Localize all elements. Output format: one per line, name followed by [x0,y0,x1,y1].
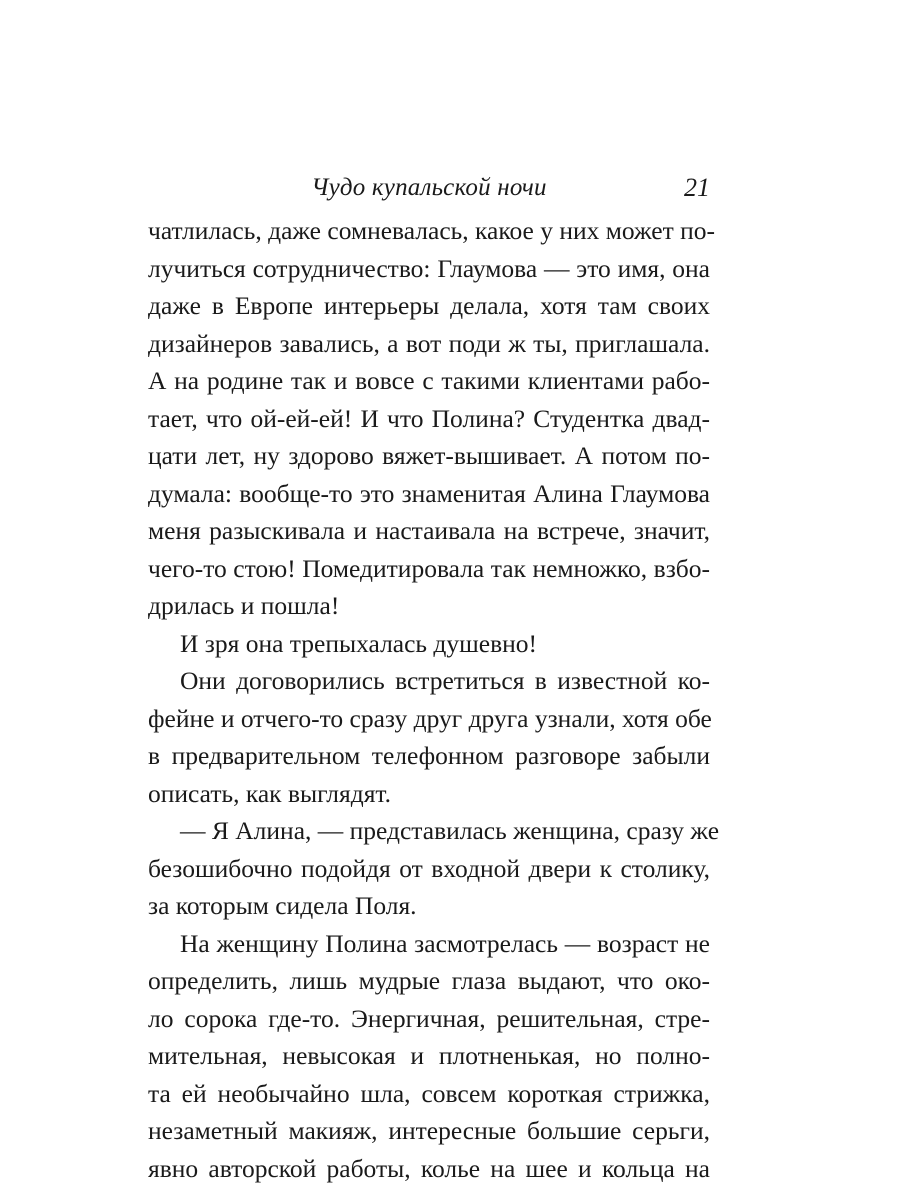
running-title: Чудо купальской ночи [311,174,547,201]
text-line: безошибочно подойдя от входной двери к столику, [148,853,710,883]
text-line: ло сорока где-то. Энергичная, решительная, стре- [148,1003,710,1033]
text-line: за которым сидела Поля. [148,891,417,920]
text-line: описать, как выглядят. [148,778,392,808]
text-line: цати лет, ну здорово вяжет-вышивает. А потом по- [148,441,710,470]
text-line: чего-то стою! Помедитировала так немножко, взбо- [148,553,710,583]
text-line: меня разыскивала и настаивала на встрече, значит, [148,516,710,545]
paragraph [148,662,710,812]
paragraph [148,212,716,625]
text-line: явно авторской работы, колье на шее и кольца на [148,1153,710,1183]
text-line: А на родине так и вовсе с такими клиентами рабо- [148,366,710,395]
running-header [148,168,710,208]
text-line: думала: вообще-то это знаменитая Алина Глаумова [148,478,710,508]
text-line: На женщину Полина засмотрелась — возраст не [180,928,710,958]
text-line: тает, что ой-ей-ей! И что Полина? Студентка двад- [148,403,710,433]
page-number: 21 [684,173,710,202]
text-line: фейне и отчего-то сразу друг друга узнали, хотя обе [148,703,712,733]
text-line: даже в Европе интерьеры делала, хотя там своих [148,291,710,320]
text-line: чатлилась, даже сомневалась, какое у них может по- [148,216,716,245]
body-text [148,212,720,1187]
text-line: И зря она трепыхалась душевно! [180,628,538,658]
paragraph [148,625,710,663]
text-line: незаметный макияж, интересные большие серьги, [148,1116,710,1145]
text-line: Они договорились встретиться в известной ко- [180,666,710,695]
text-line: дрилась и пошла! [148,591,340,620]
text-line: мительная, невысокая и плотненькая, но полно- [148,1041,710,1070]
text-line: в предварительном телефонном разговоре забыли [148,741,710,770]
text-line: определить, лишь мудрые глаза выдают, что око- [148,966,710,995]
text-line: та ей необычайно шла, совсем короткая стрижка, [148,1078,710,1108]
text-line: лучиться сотрудничество: Глаумова — это имя, она [148,253,710,283]
text-line: дизайнеров завались, а вот поди ж ты, приглашала. [148,328,710,358]
paragraph [148,925,710,1188]
paragraph [148,812,720,925]
text-line: — Я Алина, — представилась женщина, сразу же [180,816,720,845]
